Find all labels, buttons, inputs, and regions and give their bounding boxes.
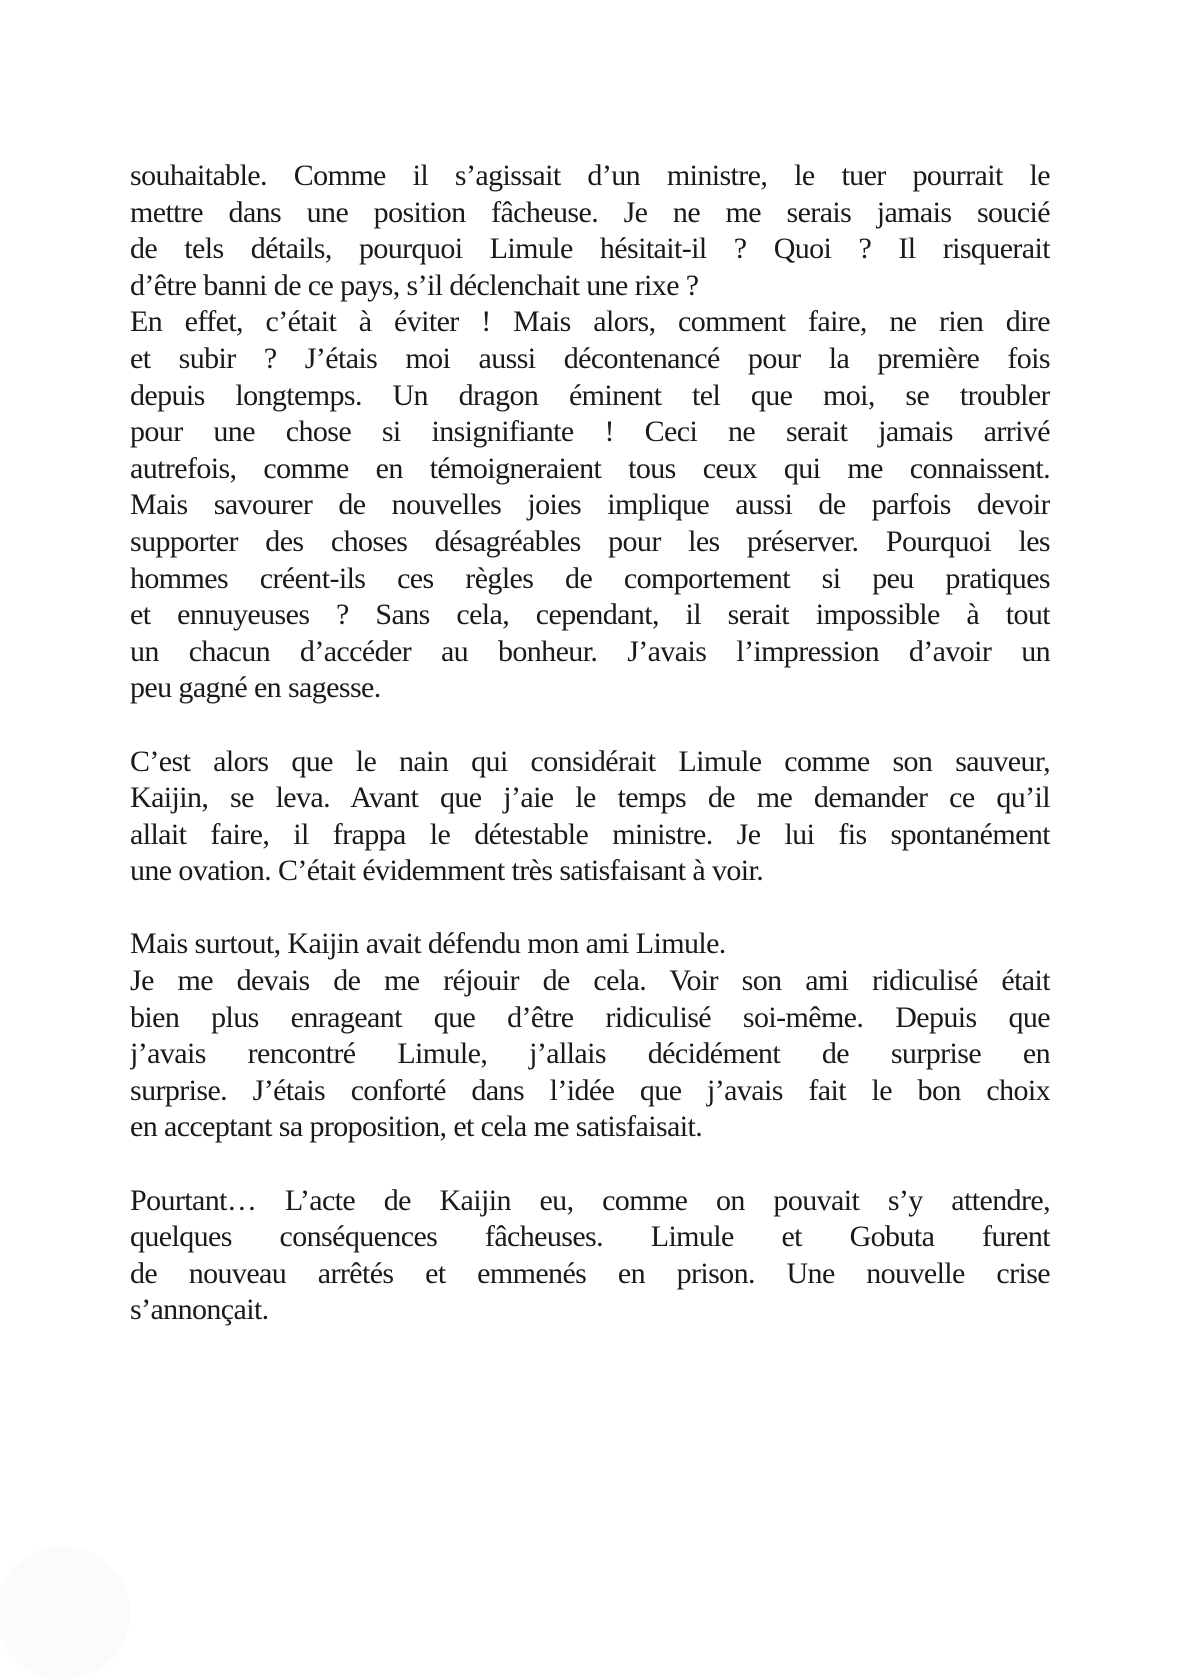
text-line: souhaitable. Comme il s’agissait d’un ministre, le tuer pourrait le: [130, 159, 1050, 192]
text-line: depuis longtemps. Un dragon éminent tel que moi, se troubler: [130, 378, 1050, 412]
page-nav-circle-icon[interactable]: [0, 1546, 130, 1680]
text-line: Kaijin, se leva. Avant que j’aie le temps de me demander ce qu’il: [130, 781, 1050, 815]
text-line: et ennuyeuses ? Sans cela, cependant, il serait impossible à tout: [130, 598, 1050, 632]
paragraph: [130, 926, 1050, 1146]
text-line: pour une chose si insignifiante ! Ceci ne serait jamais arrivé: [130, 415, 1050, 449]
text-line: et subir ? J’étais moi aussi décontenancé pour la première fois: [130, 341, 1050, 375]
book-page: [130, 158, 1050, 1329]
text-line: de tels détails, pourquoi Limule hésitait-il ? Quoi ? Il risquerait: [130, 232, 1050, 266]
text-line: Je me devais de me réjouir de cela. Voir son ami ridiculisé était: [130, 964, 1050, 998]
paragraph: [130, 744, 1050, 890]
text-line: d’être banni de ce pays, s’il déclenchait une rixe ?: [130, 268, 699, 302]
text-line: j’avais rencontré Limule, j’allais décidément de surprise en: [130, 1037, 1050, 1071]
paragraph: [130, 1183, 1050, 1329]
text-line: Mais savourer de nouvelles joies implique aussi de parfois devoir: [130, 488, 1050, 522]
text-line: supporter des choses désagréables pour les préserver. Pourquoi les: [130, 524, 1050, 558]
text-line: un chacun d’accéder au bonheur. J’avais l’impression d’avoir un: [130, 634, 1050, 668]
text-line: une ovation. C’était évidemment très satisfaisant à voir.: [130, 854, 764, 888]
text-line: Mais surtout, Kaijin avait défendu mon ami Limule.: [130, 927, 726, 961]
text-line: C’est alors que le nain qui considérait Limule comme son sauveur,: [130, 744, 1050, 778]
text-line: surprise. J’étais conforté dans l’idée que j’avais fait le bon choix: [130, 1073, 1050, 1107]
text-line: s’annonçait.: [130, 1293, 269, 1327]
text-line: bien plus enrageant que d’être ridiculisé soi-même. Depuis que: [130, 1000, 1050, 1034]
text-line: de nouveau arrêtés et emmenés en prison. Une nouvelle crise: [130, 1256, 1050, 1290]
paragraph: [130, 158, 1050, 707]
paragraph-gap: [130, 1146, 1050, 1183]
paragraph-gap: [130, 890, 1050, 927]
paragraph-gap: [130, 707, 1050, 744]
text-line: Pourtant… L’acte de Kaijin eu, comme on pouvait s’y attendre,: [130, 1183, 1050, 1217]
text-line: autrefois, comme en témoigneraient tous ceux qui me connaissent.: [130, 451, 1050, 485]
text-line: quelques conséquences fâcheuses. Limule et Gobuta furent: [130, 1220, 1050, 1254]
text-line: En effet, c’était à éviter ! Mais alors, comment faire, ne rien dire: [130, 305, 1050, 339]
text-line: en acceptant sa proposition, et cela me satisfaisait.: [130, 1110, 703, 1144]
text-line: allait faire, il frappa le détestable ministre. Je lui fis spontanément: [130, 817, 1050, 851]
text-line: mettre dans une position fâcheuse. Je ne me serais jamais soucié: [130, 195, 1050, 229]
text-line: peu gagné en sagesse.: [130, 671, 381, 705]
text-line: hommes créent-ils ces règles de comportement si peu pratiques: [130, 561, 1050, 595]
